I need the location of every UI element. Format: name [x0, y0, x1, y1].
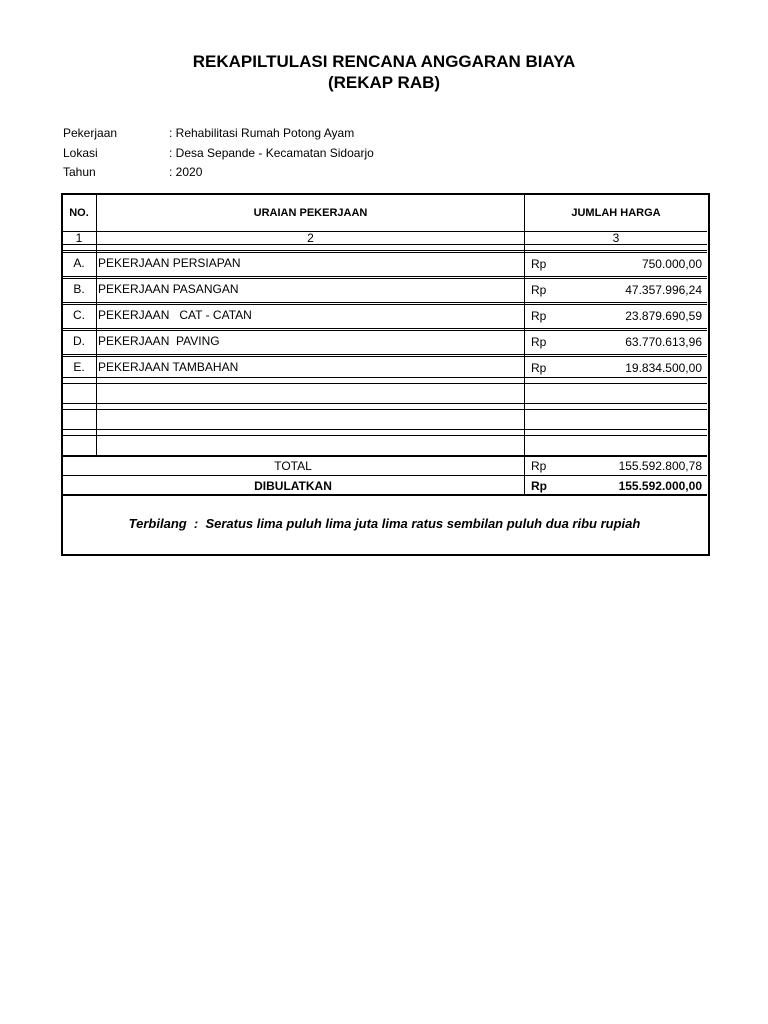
- row-divider: [62, 276, 707, 277]
- terbilang-text: Terbilang : Seratus lima puluh lima juta lima ratus sembilan puluh dua ribu rupiah: [128, 516, 641, 531]
- row-amount: 750.000,00: [641, 257, 702, 271]
- row-divider: [62, 278, 707, 279]
- row-divider: [62, 302, 707, 303]
- row-no: C.: [73, 308, 85, 322]
- row-divider: [62, 403, 707, 404]
- row-divider: [62, 328, 707, 329]
- row-divider: [62, 250, 707, 251]
- row-uraian: PEKERJAAN PASANGAN: [98, 282, 239, 296]
- meta-value-lokasi: : Desa Sepande - Kecamatan Sidoarjo: [169, 146, 374, 160]
- row-divider: [62, 455, 707, 457]
- row-divider: [62, 252, 707, 253]
- document-subtitle: (REKAP RAB): [327, 73, 441, 92]
- row-divider: [62, 435, 707, 436]
- row-uraian: PEKERJAAN CAT - CATAN: [98, 308, 252, 322]
- index-cell: 1: [75, 231, 83, 245]
- row-no: A.: [73, 256, 85, 270]
- row-no: D.: [73, 334, 85, 348]
- row-divider: [62, 354, 707, 355]
- total-label: TOTAL: [274, 459, 312, 473]
- row-no: E.: [73, 360, 85, 374]
- row-divider: [62, 330, 707, 331]
- row-currency: Rp: [531, 335, 547, 349]
- total-currency: Rp: [531, 459, 547, 473]
- row-divider: [62, 356, 707, 357]
- row-divider: [62, 409, 707, 410]
- row-divider: [62, 304, 707, 305]
- row-divider: [62, 383, 707, 384]
- row-uraian: PEKERJAAN PERSIAPAN: [98, 256, 241, 270]
- rounded-currency: Rp: [531, 479, 547, 493]
- index-cell: 2: [307, 231, 314, 245]
- row-currency: Rp: [531, 361, 547, 375]
- row-amount: 47.357.996,24: [625, 283, 702, 297]
- rounded-amount: 155.592.000,00: [618, 479, 702, 493]
- header-no: NO.: [69, 207, 89, 219]
- row-currency: Rp: [531, 257, 547, 271]
- row-currency: Rp: [531, 309, 547, 323]
- meta-value-pekerjaan: : Rehabilitasi Rumah Potong Ayam: [169, 126, 355, 140]
- row-uraian: PEKERJAAN PAVING: [98, 334, 220, 348]
- row-divider: [62, 377, 707, 378]
- row-amount: 63.770.613,96: [625, 335, 702, 349]
- total-amount: 155.592.800,78: [618, 459, 702, 473]
- row-uraian: PEKERJAAN TAMBAHAN: [98, 360, 239, 374]
- header-jumlah: JUMLAH HARGA: [571, 207, 661, 219]
- meta-label-pekerjaan: Pekerjaan: [63, 126, 118, 140]
- index-cell: 3: [612, 231, 620, 245]
- meta-label-lokasi: Lokasi: [63, 146, 98, 160]
- row-currency: Rp: [531, 283, 547, 297]
- header-uraian: URAIAN PEKERJAAN: [253, 207, 368, 219]
- row-divider: [62, 494, 707, 496]
- rounded-label: DIBULATKAN: [254, 479, 332, 493]
- document-title: REKAPILTULASI RENCANA ANGGARAN BIAYA: [192, 52, 576, 71]
- row-amount: 19.834.500,00: [625, 361, 702, 375]
- row-no: B.: [73, 282, 85, 296]
- row-divider: [62, 475, 707, 476]
- row-amount: 23.879.690,59: [625, 309, 702, 323]
- row-divider: [62, 429, 707, 430]
- meta-value-tahun: : 2020: [169, 165, 203, 179]
- meta-label-tahun: Tahun: [63, 165, 96, 179]
